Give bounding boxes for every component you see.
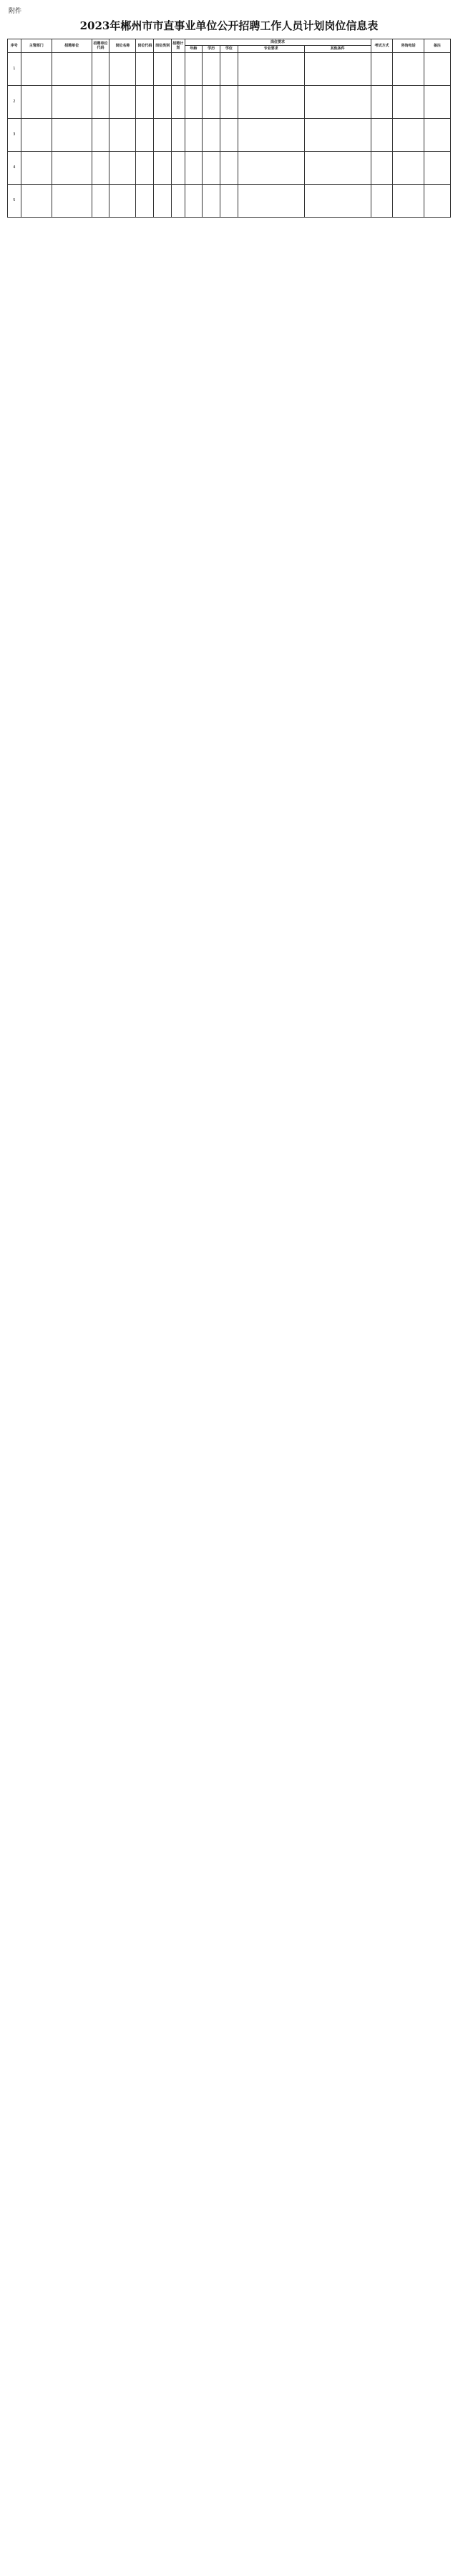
col-remark: 备注 [424,39,450,53]
cell-seq: 3 [8,118,21,151]
cell-exam [371,118,393,151]
col-post: 岗位名称 [109,39,136,53]
cell-exam [371,151,393,184]
cell-seq: 4 [8,151,21,184]
cell-post-code [136,52,154,85]
cell-other-req [304,184,371,217]
col-unit-code: 招聘单位代码 [92,39,109,53]
cell-unit [52,85,92,118]
cell-dept [21,184,52,217]
cell-degree [220,85,238,118]
cell-age [185,85,203,118]
cell-unit [52,184,92,217]
col-unit: 招聘单位 [52,39,92,53]
cell-phone [393,184,424,217]
positions-table [7,39,451,218]
col-dept: 主管部门 [21,39,52,53]
cell-dept [21,85,52,118]
document-page [7,0,451,218]
cell-phone [393,118,424,151]
col-seq: 序号 [8,39,21,53]
cell-seq: 2 [8,85,21,118]
col-other-req: 其他条件 [304,46,371,52]
cell-post-code [136,118,154,151]
col-post-type: 岗位类别 [154,39,172,53]
col-post-code: 岗位代码 [136,39,154,53]
attachment-label: 附件 [9,8,22,15]
cell-seq: 5 [8,184,21,217]
cell-count [171,151,185,184]
col-age: 年龄 [185,46,203,52]
cell-major-req [238,151,304,184]
cell-unit [52,52,92,85]
cell-phone [393,52,424,85]
cell-degree [220,151,238,184]
cell-degree [220,118,238,151]
cell-post-type [154,52,172,85]
table-row [8,52,451,85]
cell-exam [371,184,393,217]
cell-post-code [136,184,154,217]
col-group-requirements: 岗位要求 [185,39,371,46]
cell-unit-code [92,118,109,151]
col-exam: 考试方式 [371,39,393,53]
table-body [8,52,451,217]
cell-dept [21,151,52,184]
table-row [8,118,451,151]
cell-edu [203,118,220,151]
col-phone: 咨询电话 [393,39,424,53]
col-degree: 学位 [220,46,238,52]
cell-unit [52,151,92,184]
cell-remark [424,85,450,118]
col-count: 招聘计划 [171,39,185,53]
table-header [8,39,451,53]
cell-other-req [304,118,371,151]
col-major-req: 专业要求 [238,46,304,52]
cell-dept [21,52,52,85]
cell-post-type [154,118,172,151]
cell-remark [424,184,450,217]
cell-post [109,52,136,85]
cell-exam [371,85,393,118]
cell-degree [220,52,238,85]
cell-count [171,85,185,118]
cell-post-type [154,184,172,217]
cell-major-req [238,184,304,217]
cell-exam [371,52,393,85]
cell-age [185,52,203,85]
cell-degree [220,184,238,217]
cell-count [171,184,185,217]
cell-age [185,151,203,184]
table-row [8,151,451,184]
cell-count [171,52,185,85]
cell-major-req [238,52,304,85]
cell-other-req [304,52,371,85]
cell-other-req [304,85,371,118]
cell-age [185,118,203,151]
cell-count [171,118,185,151]
cell-phone [393,151,424,184]
cell-seq: 1 [8,52,21,85]
cell-post-type [154,151,172,184]
cell-age [185,184,203,217]
cell-unit-code [92,52,109,85]
cell-unit-code [92,151,109,184]
cell-post [109,151,136,184]
col-edu: 学历 [203,46,220,52]
cell-post [109,184,136,217]
cell-remark [424,52,450,85]
cell-post-code [136,85,154,118]
cell-other-req [304,151,371,184]
cell-remark [424,151,450,184]
cell-major-req [238,85,304,118]
cell-phone [393,85,424,118]
cell-post [109,85,136,118]
cell-unit-code [92,85,109,118]
table-row [8,184,451,217]
cell-post [109,118,136,151]
cell-unit [52,118,92,151]
table-row [8,85,451,118]
page-title: 2023年郴州市市直事业单位公开招聘工作人员计划岗位信息表 [79,19,379,32]
cell-major-req [238,118,304,151]
cell-edu [203,52,220,85]
cell-post-type [154,85,172,118]
cell-edu [203,151,220,184]
cell-unit-code [92,184,109,217]
cell-edu [203,85,220,118]
cell-post-code [136,151,154,184]
cell-dept [21,118,52,151]
cell-remark [424,118,450,151]
cell-edu [203,184,220,217]
